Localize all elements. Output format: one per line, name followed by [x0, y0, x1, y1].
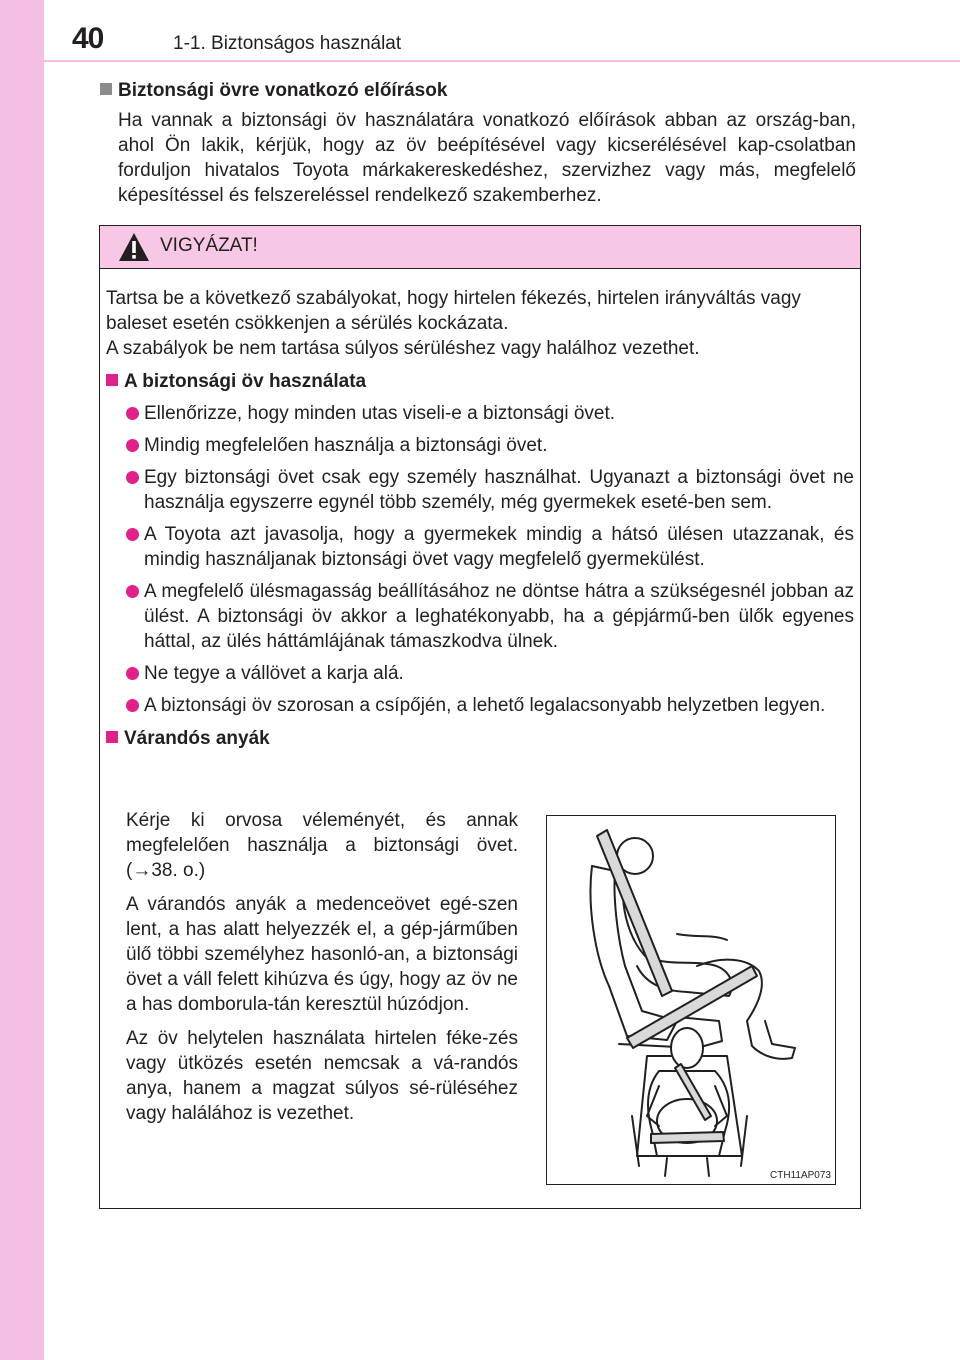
- bullet-dot-icon: [126, 699, 139, 712]
- illustration-drawing: [547, 816, 834, 1183]
- square-bullet-icon: [106, 731, 118, 743]
- section-body: Ha vannak a biztonsági öv használatára vonatkozó előírások abban az ország-ban, ahol Ön lakik, kérjük, hogy az öv beépítésével vagy kicserélésével kap-csolatban forduljon hivatalos Toyota márkakereskedéshez, szervizhez vagy más, megfelelő képesítéssel és felszereléssel rendelkező szakemberhez.: [118, 110, 856, 206]
- section-heading: [100, 78, 856, 104]
- list-item: [106, 693, 854, 718]
- warning-label: VIGYÁZAT!: [160, 235, 258, 256]
- page-number: 40: [72, 22, 104, 55]
- pregnant-seatbelt-illustration: [546, 815, 836, 1185]
- warning-header: [100, 226, 860, 269]
- warning-box: [99, 225, 861, 1209]
- left-margin-band: [0, 0, 44, 1360]
- list-item-text: A Toyota azt javasolja, hogy a gyermekek mindig a hátsó ülésen utazzanak, és mindig használjanak biztonsági övet vagy megfelelő gyermekülést.: [144, 524, 854, 570]
- list-item-text: Ellenőrizze, hogy minden utas viseli-e a biztonsági övet.: [144, 403, 616, 424]
- bullet-dot-icon: [126, 439, 139, 452]
- figure-code: CTH11AP073: [770, 1170, 831, 1181]
- list-item: [106, 401, 854, 426]
- subsection-heading-pregnant: [106, 726, 854, 751]
- pregnant-paragraph: Kérje ki orvosa véleményét, és annak megfelelően használja a biztonsági övet. (→38. o.): [126, 810, 518, 881]
- warning-content: [106, 286, 854, 751]
- list-item-text: Egy biztonsági övet csak egy személy használhat. Ugyanazt a biztonsági övet ne használja egyszerre egynél több személy, még gyermekek eseté-ben sem.: [144, 467, 854, 513]
- warning-consequence: A szabályok be nem tartása súlyos sérüléshez vagy halálhoz vezethet.: [106, 338, 700, 359]
- bullet-dot-icon: [126, 667, 139, 680]
- pregnant-guidance-text: [126, 808, 518, 1135]
- subsection-heading-text: Várandós anyák: [124, 728, 270, 749]
- warning-triangle-icon: [118, 232, 150, 262]
- list-item-text: Mindig megfelelően használja a biztonsági övet.: [144, 435, 548, 456]
- list-item-text: A megfelelő ülésmagasság beállításához ne döntse hátra a szükségesnél jobban az ülést. A biztonsági öv akkor a leghatékonyabb, ha a gépjármű-ben ülők egyenes háttal, az ülés háttámlájának támaszkodva ülnek.: [144, 581, 854, 652]
- section-seatbelt-regulations: [100, 78, 856, 208]
- bullet-dot-icon: [126, 585, 139, 598]
- chapter-title: 1-1. Biztonságos használat: [173, 33, 402, 54]
- bullet-dot-icon: [126, 528, 139, 541]
- square-bullet-icon: [106, 374, 118, 386]
- section-heading-text: Biztonsági övre vonatkozó előírások: [118, 80, 448, 101]
- subsection-heading-text: A biztonsági öv használata: [124, 371, 367, 392]
- list-item: [106, 661, 854, 686]
- seatbelt-rules-list: [106, 401, 854, 718]
- list-item-text: Ne tegye a vállövet a karja alá.: [144, 663, 404, 684]
- header-rule: [0, 60, 960, 62]
- list-item: [106, 465, 854, 515]
- list-item: [106, 579, 854, 654]
- list-item-text: A biztonsági öv szorosan a csípőjén, a lehető legalacsonyabb helyzetben legyen.: [144, 695, 826, 716]
- bullet-dot-icon: [126, 407, 139, 420]
- bullet-dot-icon: [126, 471, 139, 484]
- square-bullet-icon: [100, 83, 112, 95]
- list-item: [106, 522, 854, 572]
- list-item: [106, 433, 854, 458]
- pregnant-paragraph: Az öv helytelen használata hirtelen féke-zés vagy ütközés esetén nemcsak a vá-randós anya, hanem a magzat súlyos sé-rüléséhez vagy halálához is vezethet.: [126, 1028, 518, 1124]
- warning-intro: Tartsa be a következő szabályokat, hogy hirtelen fékezés, hirtelen irányváltás vagy baleset esetén csökkenjen a sérülés kockázata.: [106, 288, 801, 334]
- subsection-heading-seatbelt-use: [106, 369, 854, 394]
- pregnant-paragraph: A várandós anyák a medenceövet egé-szen lent, a has alatt helyezzék el, a gép-járműben ülő többi személyhez hasonló-an, a biztonsági övet a váll felett kihúzva és úgy, hogy az öv ne a has domborula-tán keresztül húzódjon.: [126, 894, 518, 1015]
